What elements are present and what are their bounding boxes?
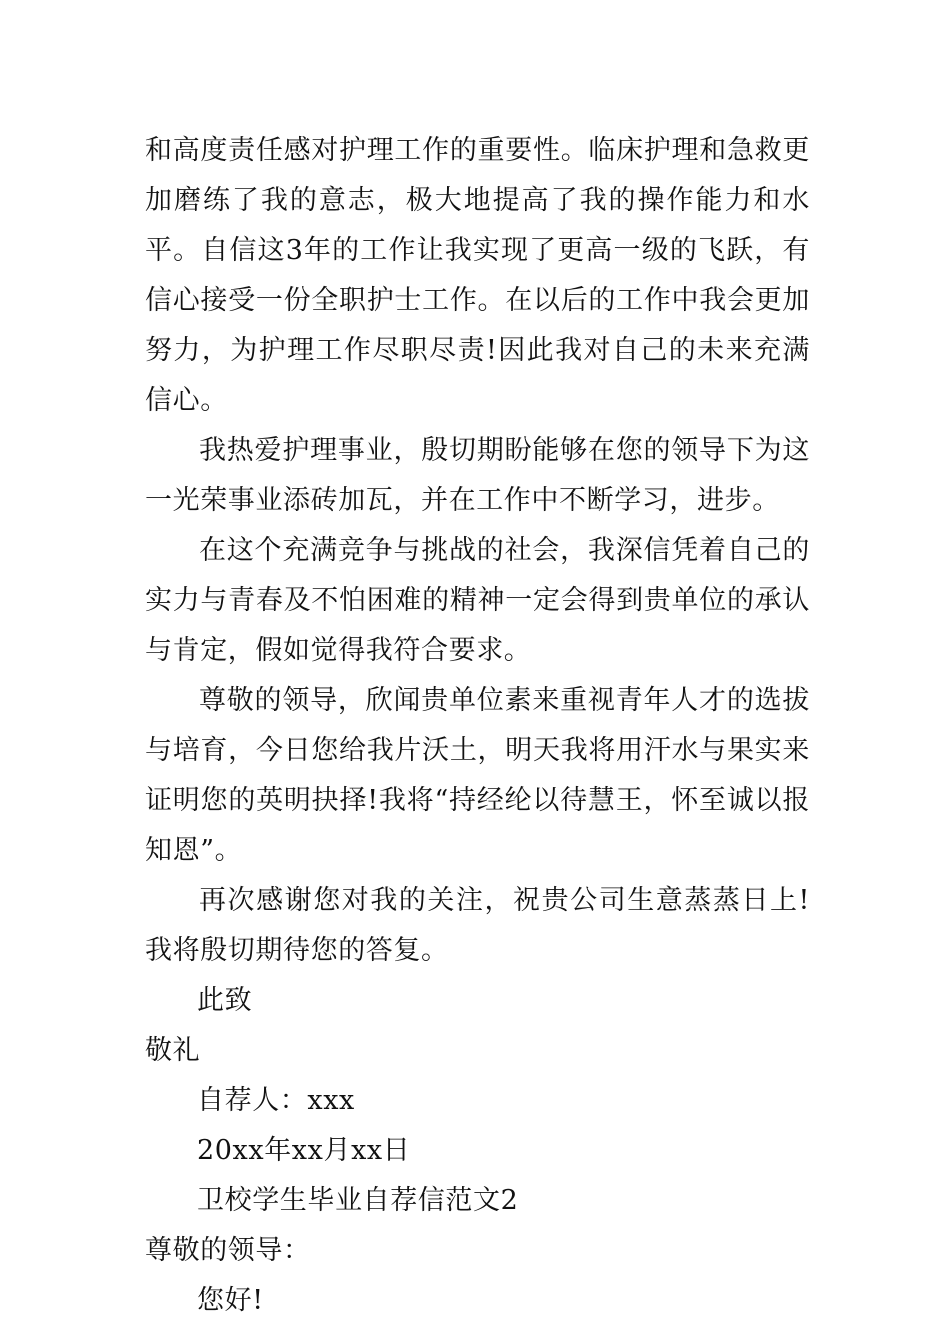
salute-line: 敬礼 xyxy=(145,1035,201,1066)
paragraph-continuation: 和高度责任感对护理工作的重要性。临床护理和急救更加磨练了我的意志，极大地提高了我的操作能力和水平。自信这3年的工作让我实现了更高一级的飞跃，有信心接受一份全职护士工作。在以后的工作中我会更加努力，为护理工作尽职尽责!因此我对自己的未来充满信心。 xyxy=(145,135,810,416)
letter-body xyxy=(145,126,810,1326)
greeting-line: 尊敬的领导： xyxy=(145,1235,311,1266)
signature-line: 自荐人：xxx xyxy=(197,1085,355,1116)
hello-line: 您好! xyxy=(197,1285,264,1316)
paragraph-confidence: 在这个充满竞争与挑战的社会，我深信凭着自己的实力与青春及不怕困难的精神一定会得到贵单位的承认与肯定，假如觉得我符合要求。 xyxy=(145,535,810,666)
paragraph-passion: 我热爱护理事业，殷切期盼能够在您的领导下为这一光荣事业添砖加瓦，并在工作中不断学习，进步。 xyxy=(145,435,810,516)
paragraph-respect: 尊敬的领导，欣闻贵单位素来重视青年人才的选拔与培育，今日您给我片沃土，明天我将用汗水与果实来证明您的英明抉择!我将“持经纶以待慧王，怀至诚以报知恩”。 xyxy=(145,685,810,866)
date-line: 20xx年xx月xx日 xyxy=(197,1135,411,1166)
section-title: 卫校学生毕业自荐信范文2 xyxy=(197,1185,519,1216)
paragraph-thanks: 再次感谢您对我的关注，祝贵公司生意蒸蒸日上!我将殷切期待您的答复。 xyxy=(145,885,810,966)
closing-line: 此致 xyxy=(197,985,253,1016)
